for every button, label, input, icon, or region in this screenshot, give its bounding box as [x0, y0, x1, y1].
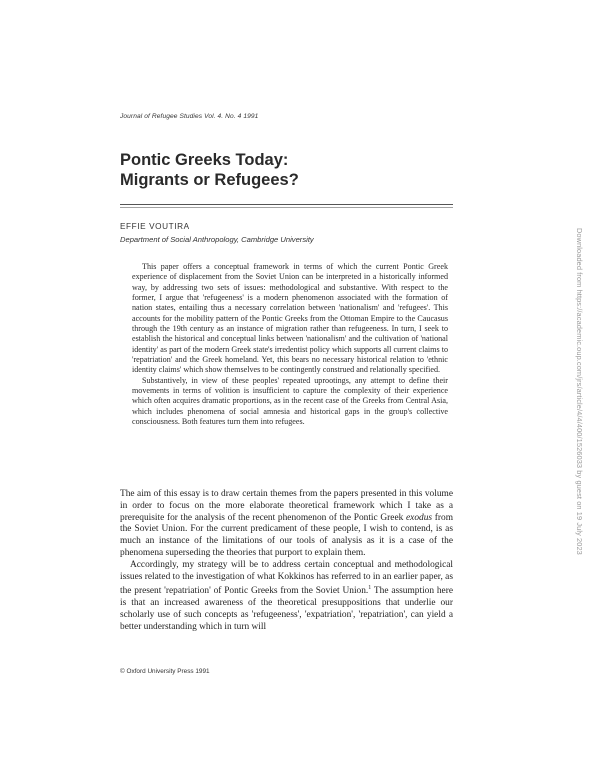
title-line-2: Migrants or Refugees? [120, 171, 299, 189]
author-name: EFFIE VOUTIRA [120, 222, 190, 231]
abstract-paragraph-2: Substantively, in view of these peoples' repeated uprootings, any attempt to define their movements in terms of volition is insufficient to capture the complexity of their experience which often acquires dramatic proportions, as in the recent case of the Greeks from Central Asia, which includes phenomena of social amnesia and historical gaps in the group's collective consciousness. Both features turn them into refugees. [132, 375, 448, 427]
title-rule-top [120, 204, 453, 205]
title-line-1: Pontic Greeks Today: [120, 151, 289, 169]
body-p2-part-b: The assumption here is that an increased awareness of the theoretical presuppositions that underlie our scholarly use of such concepts as 'refugeeness', 'expatriation', 'repatriation', can yield a better understanding which in turn will [120, 586, 454, 632]
journal-header: Journal of Refugee Studies Vol. 4. No. 4 1991 [120, 113, 259, 120]
title-rule-bottom [120, 207, 453, 208]
body-p2-part-a: Accordingly, my strategy will be to address certain conceptual and methodological issues related to the investigation of what Kokkinos has referred to in an earlier paper, as the present 'repatriation' of Pontic Greeks from the Soviet Union. [120, 559, 453, 597]
footnote-marker: 1 [368, 585, 372, 592]
body-paragraph-2 [120, 560, 453, 634]
body-paragraph-1 [120, 489, 453, 560]
body-p1-part-b: from the Soviet Union. For the current predicament of these people, I wish to contend, is as much an instance of the limitations of our tools of analysis as it is a case of the phenomena superseding the theories that purport to explain them. [120, 512, 453, 558]
body-p1-part-a: The aim of this essay is to draw certain themes from the papers presented in this volume in order to focus on the more elaborate theoretical framework which I take as a prerequisite for the analysis of the recent phenomenon of the Pontic Greek [120, 489, 453, 523]
author-affiliation: Department of Social Anthropology, Cambridge University [120, 235, 314, 244]
article-title [120, 150, 299, 190]
download-watermark: Downloaded from https://academic.oup.com/jrs/article/4/4/400/1526033 by guest on 19 July 2023 [575, 228, 584, 555]
copyright-notice: © Oxford University Press 1991 [120, 668, 210, 675]
abstract-paragraph-1: This paper offers a conceptual framework in terms of which the current Pontic Greek experience of displacement from the Soviet Union can be interpreted in a historically informed way, by addressing two sets of issues: methodological and substantive. With respect to the former, I argue that 'refugeeness' is a modern phenomenon associated with the formation of nation states, entailing thus a necessary correlation between 'nationalism' and 'refugees'. This accounts for the mobility pattern of the Pontic Greeks from the Ottoman Empire to the Caucasus through the 19th century as an instance of migration rather than refugeeness. In turn, I seek to establish the historical and conceptual links between 'nationalism' and the cultivation of 'national identity' as part of the modern Greek state's irredentist policy which supports all current claims to 'repatriation' and the Greek homeland. Yet, this bears no necessary historical relation to 'ethnic identity claims' which show themselves to be contingently construed and relationally specified. [132, 262, 448, 375]
body-p1-emphasis: exodus [406, 512, 433, 523]
abstract [132, 262, 448, 428]
body-text [120, 489, 453, 634]
